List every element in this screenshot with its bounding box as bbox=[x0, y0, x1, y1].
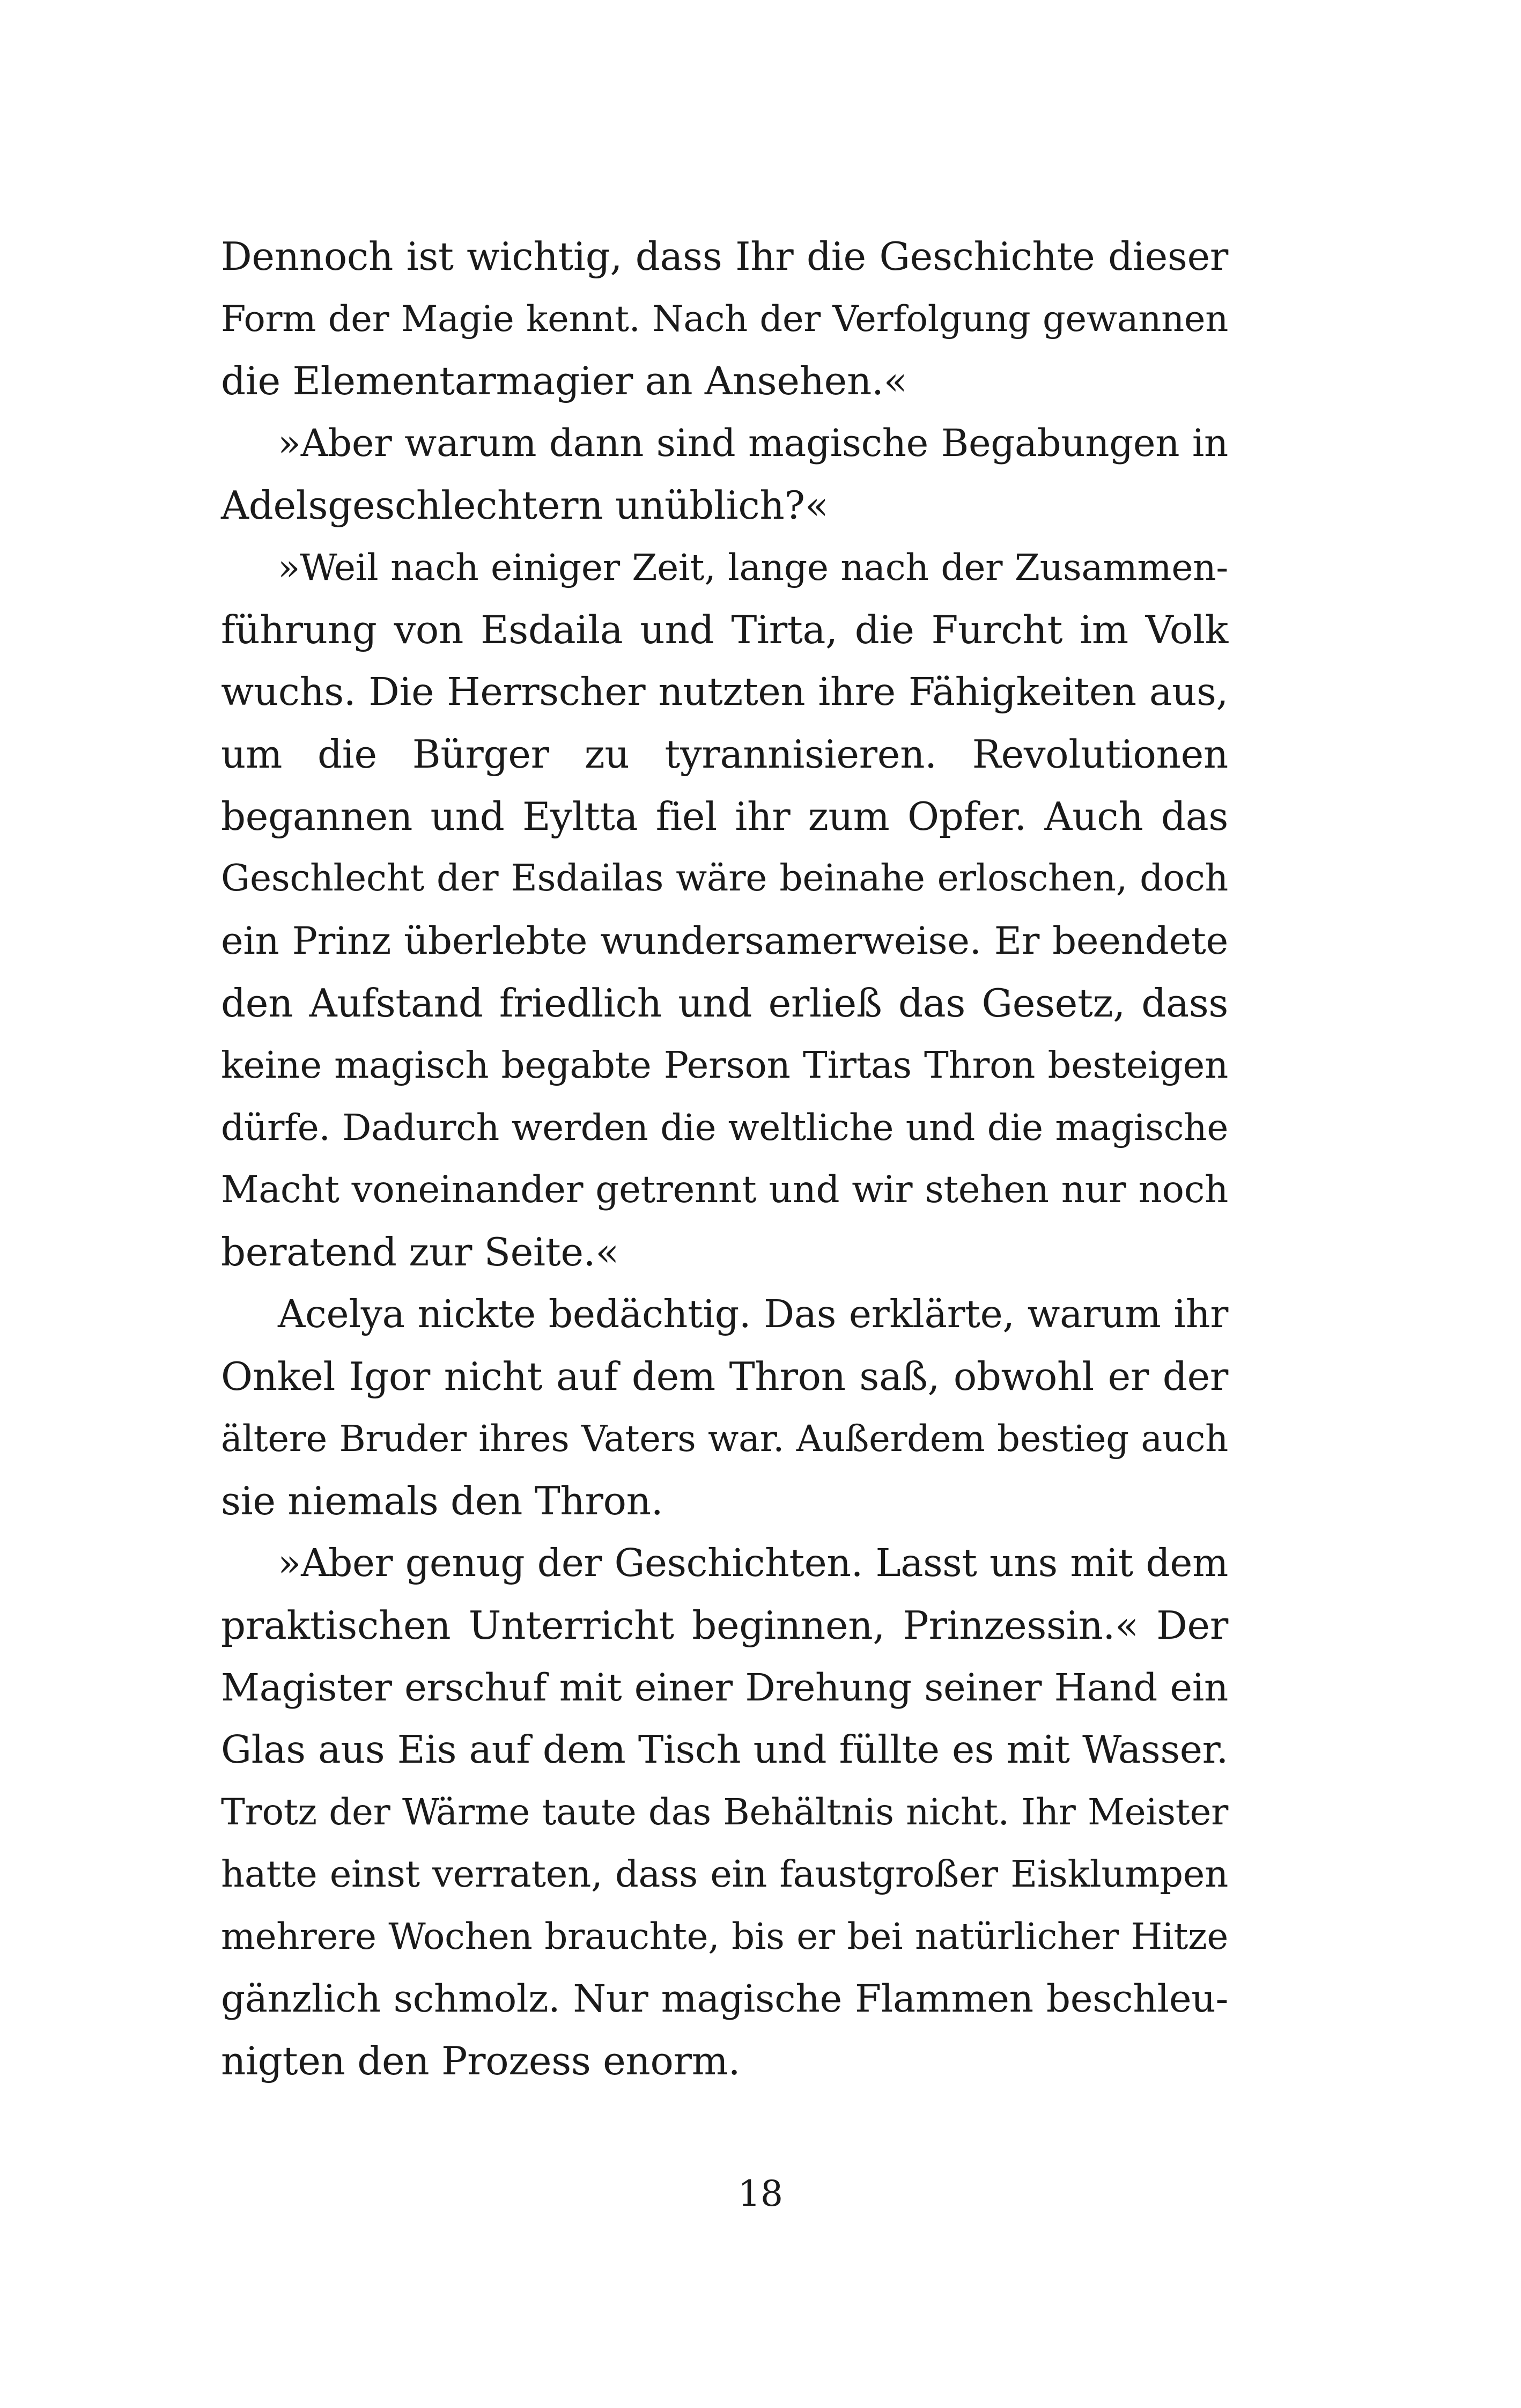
text-line: den Aufstand friedlich und erließ das Gesetz, dass bbox=[221, 981, 1228, 1026]
page-number: 18 bbox=[738, 2173, 783, 2214]
text-line: Onkel Igor nicht auf dem Thron saß, obwohl er der bbox=[221, 1354, 1228, 1399]
text-line: dürfe. Dadurch werden die weltliche und die magische bbox=[221, 1106, 1228, 1148]
text-line: wuchs. Die Herrscher nutzten ihre Fähigkeiten aus, bbox=[221, 669, 1228, 714]
text-line: die Elementarmagier an Ansehen.« bbox=[221, 358, 907, 403]
text-line: Macht voneinander getrennt und wir stehen nur noch bbox=[221, 1168, 1228, 1211]
body-text bbox=[221, 225, 1228, 2092]
text-line: Adelsgeschlechtern unüblich?« bbox=[221, 483, 829, 528]
text-line: »Weil nach einiger Zeit, lange nach der Zusammen- bbox=[278, 546, 1228, 588]
text-line: um die Bürger zu tyrannisieren. Revolutionen bbox=[221, 732, 1228, 777]
text-line: führung von Esdaila und Tirta, die Furcht im Volk bbox=[221, 607, 1228, 652]
text-line: Acelya nickte bedächtig. Das erklärte, warum ihr bbox=[278, 1292, 1228, 1336]
text-line: ein Prinz überlebte wundersamerweise. Er beendete bbox=[221, 919, 1228, 963]
text-line: Dennoch ist wichtig, dass Ihr die Geschichte dieser bbox=[221, 234, 1228, 279]
text-line: keine magisch begabte Person Tirtas Thron besteigen bbox=[221, 1044, 1228, 1087]
text-line: Magister erschuf mit einer Drehung seiner Hand ein bbox=[221, 1666, 1228, 1710]
text-line: begannen und Eyltta fiel ihr zum Opfer. Auch das bbox=[221, 794, 1228, 839]
text-line: nigten den Prozess enorm. bbox=[221, 2038, 741, 2083]
text-line: Glas aus Eis auf dem Tisch und füllte es mit Wasser. bbox=[221, 1727, 1228, 1772]
text-line: Geschlecht der Esdailas wäre beinahe erloschen, doch bbox=[221, 857, 1228, 900]
text-line: beratend zur Seite.« bbox=[221, 1229, 619, 1275]
text-line: »Aber warum dann sind magische Begabungen in bbox=[278, 421, 1228, 465]
text-line: Form der Magie kennt. Nach der Verfolgung gewannen bbox=[221, 298, 1228, 340]
text-line: »Aber genug der Geschichten. Lasst uns mit dem bbox=[278, 1541, 1228, 1585]
text-line: sie niemals den Thron. bbox=[221, 1478, 663, 1523]
text-line: hatte einst verraten, dass ein faustgroßer Eisklumpen bbox=[221, 1853, 1228, 1896]
text-line: gänzlich schmolz. Nur magische Flammen beschleu- bbox=[221, 1976, 1228, 2021]
text-line: Trotz der Wärme taute das Behältnis nicht. Ihr Meister bbox=[221, 1791, 1228, 1833]
text-line: ältere Bruder ihres Vaters war. Außerdem bestieg auch bbox=[221, 1418, 1228, 1460]
text-line: mehrere Wochen brauchte, bis er bei natürlicher Hitze bbox=[221, 1915, 1228, 1957]
text-line: praktischen Unterricht beginnen, Prinzessin.« Der bbox=[221, 1603, 1228, 1648]
